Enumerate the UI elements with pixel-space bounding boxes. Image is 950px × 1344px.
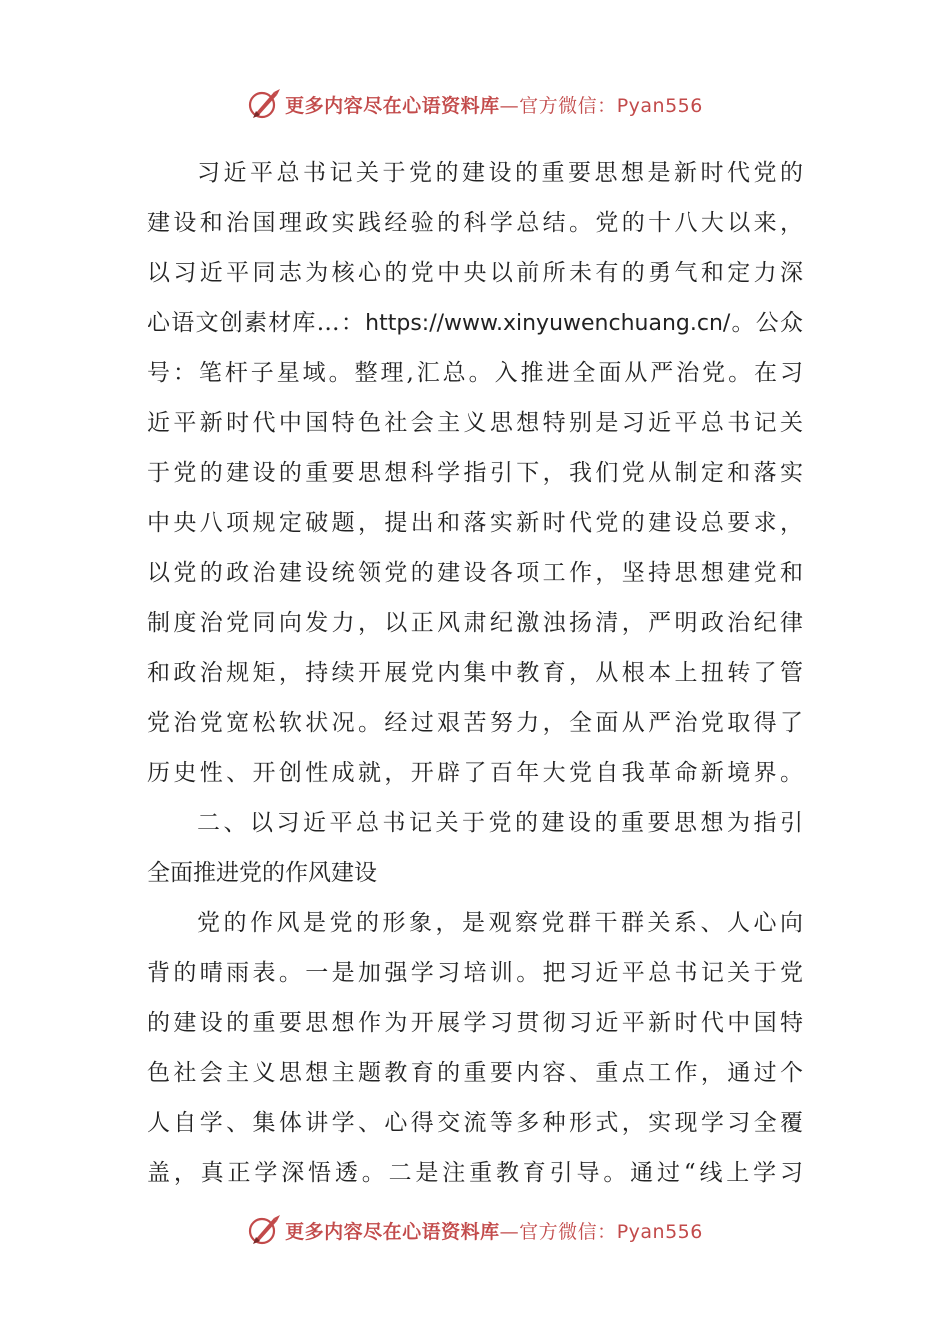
text-line-with-url xyxy=(147,298,803,348)
website-url: https://www.xinyuwenchuang.cn/ xyxy=(365,311,731,336)
watermark-wechat-id: Pyan556 xyxy=(616,94,703,117)
text-line: 于党的建设的重要思想科学指引下，我们党从制定和落实 xyxy=(147,460,803,486)
watermark-dash: — xyxy=(499,94,520,117)
section-heading-line: 全面推进党的作风建设 xyxy=(147,860,377,886)
quill-logo-icon xyxy=(247,87,281,121)
text-line: 习近平总书记关于党的建设的重要思想是新时代党的 xyxy=(197,160,803,186)
section-heading-line: 二、以习近平总书记关于党的建设的重要思想为指引 xyxy=(197,810,803,836)
text-line: 盖，真正学深悟透。二是注重教育引导。通过“线上学习 xyxy=(147,1160,803,1186)
text-line: 近平新时代中国特色社会主义思想特别是习近平总书记关 xyxy=(147,410,803,436)
text-line: 以党的政治建设统领党的建设各项工作，坚持思想建党和 xyxy=(147,560,803,586)
text-line: 的建设的重要思想作为开展学习贯彻习近平新时代中国特 xyxy=(147,1010,803,1036)
document-body xyxy=(147,148,803,1198)
text-line: 背的晴雨表。一是加强学习培训。把习近平总书记关于党 xyxy=(147,960,803,986)
text-line: 人自学、集体讲学、心得交流等多种形式，实现学习全覆 xyxy=(147,1110,803,1136)
watermark-wechat-id: Pyan556 xyxy=(616,1220,703,1243)
text-line: 色社会主义思想主题教育的重要内容、重点工作，通过个 xyxy=(147,1060,803,1086)
text-fragment: 心语文创素材库…： xyxy=(147,310,366,336)
watermark-text xyxy=(285,1217,703,1244)
text-line: 以习近平同志为核心的党中央以前所未有的勇气和定力深 xyxy=(147,260,803,286)
text-line: 制度治党同向发力，以正风肃纪激浊扬清，严明政治纪律 xyxy=(147,610,803,636)
footer-watermark-banner xyxy=(0,1210,950,1250)
text-fragment: 。公众 xyxy=(730,310,803,336)
text-line: 和政治规矩，持续开展党内集中教育，从根本上扭转了管 xyxy=(147,660,803,686)
watermark-contact-label: 官方微信： xyxy=(519,1220,617,1243)
text-line: 号：笔杆子星域。整理,汇总。入推进全面从严治党。在习 xyxy=(147,360,803,386)
text-line: 建设和治国理政实践经验的科学总结。党的十八大以来， xyxy=(147,210,803,236)
watermark-brand: 更多内容尽在心语资料库 xyxy=(285,94,500,117)
watermark-contact-label: 官方微信： xyxy=(519,94,617,117)
text-line: 党的作风是党的形象，是观察党群干群关系、人心向 xyxy=(197,910,803,936)
watermark-text xyxy=(285,91,703,118)
text-line: 党治党宽松软状况。经过艰苦努力，全面从严治党取得了 xyxy=(147,710,803,736)
text-line: 中央八项规定破题，提出和落实新时代党的建设总要求， xyxy=(147,510,803,536)
watermark-dash: — xyxy=(499,1220,520,1243)
text-line: 历史性、开创性成就，开辟了百年大党自我革命新境界。 xyxy=(147,760,803,786)
header-watermark-banner xyxy=(0,84,950,124)
watermark-brand: 更多内容尽在心语资料库 xyxy=(285,1220,500,1243)
quill-logo-icon xyxy=(247,1213,281,1247)
